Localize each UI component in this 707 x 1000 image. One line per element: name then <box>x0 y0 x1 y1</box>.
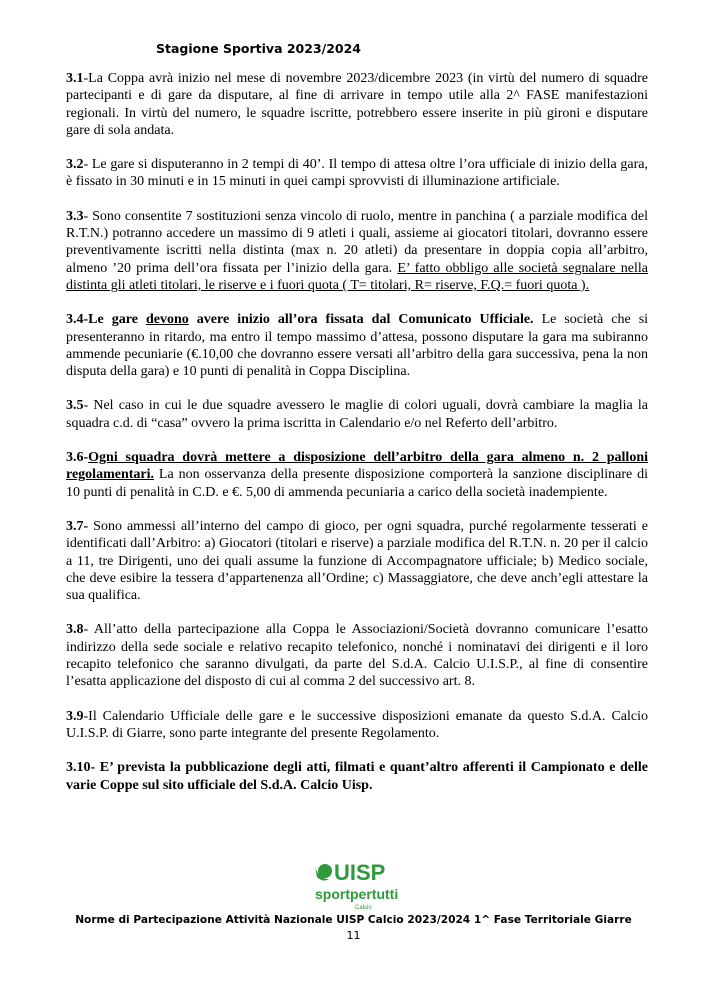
article-3-7 <box>66 518 648 604</box>
article-3-2 <box>66 156 648 191</box>
uisp-logo-graphic <box>311 857 407 917</box>
article-number: 3.1 <box>66 71 84 86</box>
article-text: -La Coppa avrà inizio nel mese di novembre 2023/dicembre 2023 (in virtù del numero di squadre partecipanti e di gare da disputare, al fine di arrivare in tempo utile alla 2^ FASE manifestazioni regionali. In virtù del numero, le squadre iscritte, potrebbero essere inserite in più gironi e disputare gare di sola andata. <box>66 71 648 138</box>
page-footer: Norme di Partecipazione Attività Nazionale UISP Calcio 2023/2024 1^ Fase Territoriale Giarre <box>75 914 632 926</box>
article-text: La non osservanza della presente disposizione comporterà la sanzione disciplinare di 10 punti di penalità in C.D. e €. 5,00 di ammenda pecuniaria a carico della società inadempiente. <box>66 467 648 500</box>
article-text: Sono ammessi all’interno del campo di gioco, per ogni squadra, purché regolarmente tesserati e identificati dall’Arbitro: a) Giocatori (titolari e riserve) a parziale modifica del R.T.N. n. 20 per il calcio a 11, tre Dirigenti, uno dei quali assume la funzione di Accompagnatore ufficiale; b) Medico sociale, che deve esibire la tessera d’appartenenza all’Ordine; c) Massaggiatore, che deve anch’egli attestare la sua qualifica. <box>66 518 648 604</box>
article-3-6 <box>66 449 648 501</box>
uisp-emblem-icon <box>315 864 332 881</box>
article-bold-text: 3.4-Le gare <box>66 312 138 328</box>
article-3-9 <box>66 708 648 743</box>
article-text: Le società che si presenteranno in ritardo, ma entro il tempo massimo d’attesa, possono disputare la gara ma subiranno ammende pecuniarie (€.10,00 che dovranno essere versati all’arbitro della gara successiva, pena la non disputa della gara) e 10 punti di penalità in Coppa Disciplina. <box>66 312 649 380</box>
logo-brand-text: UISP <box>334 860 386 885</box>
uisp-logo <box>311 857 407 917</box>
article-number: 3.2 <box>66 157 84 173</box>
article-text: - All’atto della partecipazione alla Coppa le Associazioni/Società dovranno comunicare l’esatto indirizzo della sede sociale e relativo recapito telefonico, nonché i nominatavi dei dirigenti e il loro recapito telefonico che saranno divulgati, da parte del S.d.A. Calcio U.I.S.P., al fine di consentire l’esatta applicazione del disposto di cui al comma 2 del successivo art. 8. <box>66 622 648 690</box>
article-text: - Nel caso in cui le due squadre avessero le maglie di colori uguali, dovrà cambiare la maglia la squadra c.d. di “casa” ovvero la prima iscritta in Calendario e/o nel Referto dell’arbitro. <box>66 398 648 431</box>
page-number: 11 <box>346 929 361 942</box>
article-bold-text-2: avere inizio all’ora fissata dal Comunicato Ufficiale. <box>196 312 534 328</box>
article-text: -Il Calendario Ufficiale delle gare e le successive disposizioni emanate da questo S.d.A. Calcio U.I.S.P. di Giarre, sono parte integrante del presente Regolamento. <box>66 708 648 741</box>
article-3-3 <box>66 208 648 294</box>
article-text: - Sono consentite 7 sostituzioni senza vincolo di ruolo, mentre in panchina ( a parziale modifica del R.T.N.) potranno accedere un massimo di 9 atleti i quali, assieme ai giocatori titolari, dovranno essere preventivamente iscritti nella distinta (max n. 20 atleti) da presentare in doppia copia all’arbitro, almeno ’20 prima dell’ora fissata per l’inizio della gara. <box>66 208 648 276</box>
article-underlined-text: E’ fatto obbligo alle società segnalare nella distinta gli atleti titolari, le riserve e i fuori quota ( T= titolari, R= riserve, F.Q.= fuori quota ). <box>66 260 649 293</box>
article-bold-underlined-text: Ogni squadra dovrà mettere a disposizione dell’arbitro della gara almeno n. 2 palloni regolamentari. <box>66 450 648 483</box>
article-number: 3.9 <box>66 708 84 724</box>
article-number: 3.5 <box>66 398 84 414</box>
article-bold-underlined-text: devono <box>145 312 189 328</box>
logo-tagline-text: sportpertutti <box>315 886 399 902</box>
article-3-5 <box>66 397 648 432</box>
page-header: Stagione Sportiva 2023/2024 <box>156 41 362 56</box>
article-3-4 <box>66 311 648 380</box>
article-text: - Le gare si disputeranno in 2 tempi di 40’. Il tempo di attesa oltre l’ora ufficiale di inizio della gara, è fissato in 30 minuti e in 15 minuti in quei campi sprovvisti di illuminazione artificiale. <box>66 157 648 190</box>
article-3-8 <box>66 621 648 690</box>
article-number: 3.3 <box>66 208 84 224</box>
article-number: 3.6- <box>66 450 89 466</box>
logo-sub-text: Calcio <box>355 905 372 911</box>
article-number: 3.8 <box>66 622 84 638</box>
document-body <box>66 70 648 811</box>
article-3-1 <box>66 70 648 139</box>
article-number: 3.7- <box>66 518 89 534</box>
article-3-10: 3.10- E’ prevista la pubblicazione degli atti, filmati e quant’altro afferenti il Campionato e delle varie Coppe sul sito ufficiale del S.d.A. Calcio Uisp. <box>66 760 648 793</box>
